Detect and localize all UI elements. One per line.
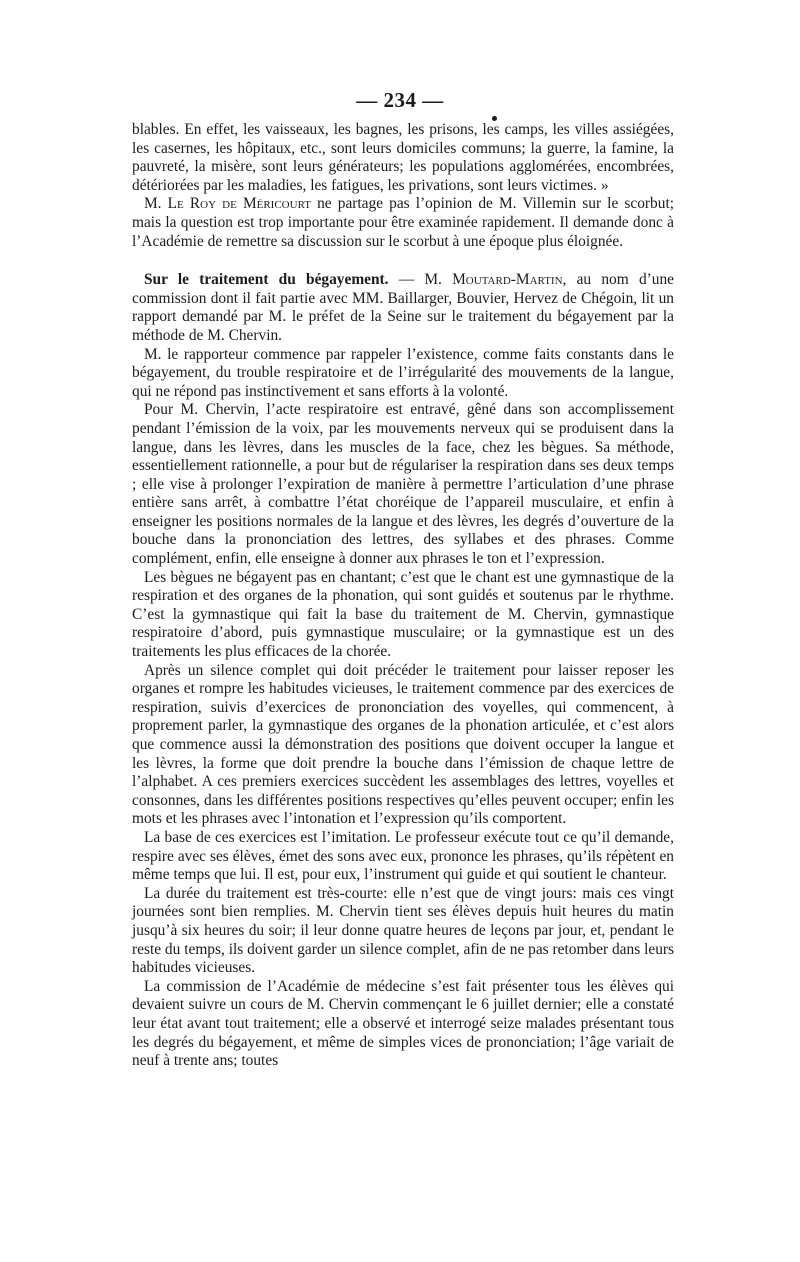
section-dash: — M. (388, 271, 453, 289)
paragraph: Après un silence complet qui doit précéder le traitement pour laisser reposer les organes et rompre les habitudes vicieuses, le traitement commence par des exercices de respiration, suivis d’exercices de prononciation des voyelles, qui commencent, à proprement parler, la gymnastique des organes de la phonation articulée, et c’est alors que commence aussi la démonstration des positions que doivent occuper la langue et les lèvres, la forme que doit prendre la bouche dans l’émission de chaque lettre de l’alphabet. A ces premiers exercices succèdent les assemblages des lettres, voyelles et consonnes, dans les différentes positions respectives qu’elles peuvent occuper; enfin les mots et les phrases avec l’intonation et l’expression qu’ils comportent. (132, 661, 674, 828)
paragraph: La commission de l’Académie de médecine s’est fait présenter tous les élèves qui devaient suivre un cours de M. Chervin commençant le 6 juillet dernier; elle a constaté leur état avant tout traitement; elle a observé et interrogé seize malades présentant tous les degrés du bégayement, et même de simples vices de prononciation; l’âge variait de neuf à trente ans; toutes (132, 977, 674, 1070)
paragraph-continuation: blables. En effet, les vaisseaux, les bagnes, les prisons, les camps, les villes assiégées, les casernes, les hôpitaux, etc., sont leurs domiciles communs; la guerre, la famine, la pauvreté, la misère, sont leurs générateurs; les populations agglomérées, encombrées, détériorées par les maladies, les fatigues, les privations, sont leurs victimes. » (132, 121, 674, 194)
paragraph: Les bègues ne bégayent pas en chantant; c’est que le chant est une gymnastique de la respiration et des organes de la phonation, qui sont guidés et soutenus par le rhythme. C’est la gymnastique qui fait la base du traitement de M. Chervin, gymnastique respiratoire d’abord, puis gymnastique musculaire; or la gymnastique est un des traitements les plus efficaces de la chorée. (132, 568, 674, 661)
rapporteur-name: Moutard-Martin (452, 271, 563, 289)
paragraph-prefix: M. (144, 195, 168, 213)
page-number: — 234 — (356, 88, 444, 112)
section-paragraph (132, 271, 674, 345)
paragraph-rest: ne partage pas l’opinion de M. Villemin sur le scorbut; mais la question est trop importante pour être examinée rapidement. Il demande donc à l’Académie de remettre sa discussion sur le scorbut à une époque plus éloignée. (132, 195, 674, 250)
section-title: Sur le traitement du bégayement. (144, 271, 389, 289)
paragraph: La base de ces exercices est l’imitation. Le professeur exécute tout ce qu’il demande, respire avec ses élèves, émet des sons avec eux, prononce les phrases, qu’ils répètent en même temps que lui. Il est, pour eux, l’instrument qui guide et qui soutient le chanteur. (132, 828, 674, 884)
paragraph-le-roy (132, 195, 674, 251)
paragraph: Pour M. Chervin, l’acte respiratoire est entravé, gêné dans son accomplissement pendant l’émission de la voix, par les mouvements nerveux qui se produisent dans la langue, dans les lèvres, dans les muscles de la face, chez les bègues. Sa méthode, essentiellement rationnelle, a pour but de régulariser la respiration dans ses deux temps ; elle vise à prolonger l’expiration de manière à permettre l’articulation d’une phrase entière sans arrêt, à combattre l’état choréique de l’appareil musculaire, et enfin à enseigner les positions normales de la langue et des lèvres, les degrés d’ouverture de la bouche dans la prononciation des lettres, des syllabes et des phrases. Comme complément, enfin, elle enseigne à donner aux phrases le ton et l’expression. (132, 401, 674, 568)
body-text (132, 121, 674, 1071)
paragraph: M. le rapporteur commence par rappeler l’existence, comme faits constants dans le bégayement, du trouble respiratoire et de l’irrégularité des mouvements de la langue, qui ne répond pas instinctivement et sans efforts à la volonté. (132, 345, 674, 400)
section-rest: , au nom d’une commission dont il fait partie avec MM. Baillarger, Bouvier, Hervez de Chégoin, lit un rapport demandé par M. le préfet de la Seine sur le traitement du bégayement par la méthode de M. Chervin. (132, 271, 674, 344)
paragraph: La durée du traitement est très-courte: elle n’est que de vingt jours: mais ces vingt journées sont bien remplies. M. Chervin tient ses élèves depuis huit heures du matin jusqu’à six heures du soir; il leur donne quatre heures de leçons par jour, et, pendant le reste du temps, ils doivent garder un silence complet, afin de ne pas retomber dans leurs habitudes vicieuses. (132, 884, 674, 977)
author-name: Le Roy de Méricourt (167, 195, 311, 213)
